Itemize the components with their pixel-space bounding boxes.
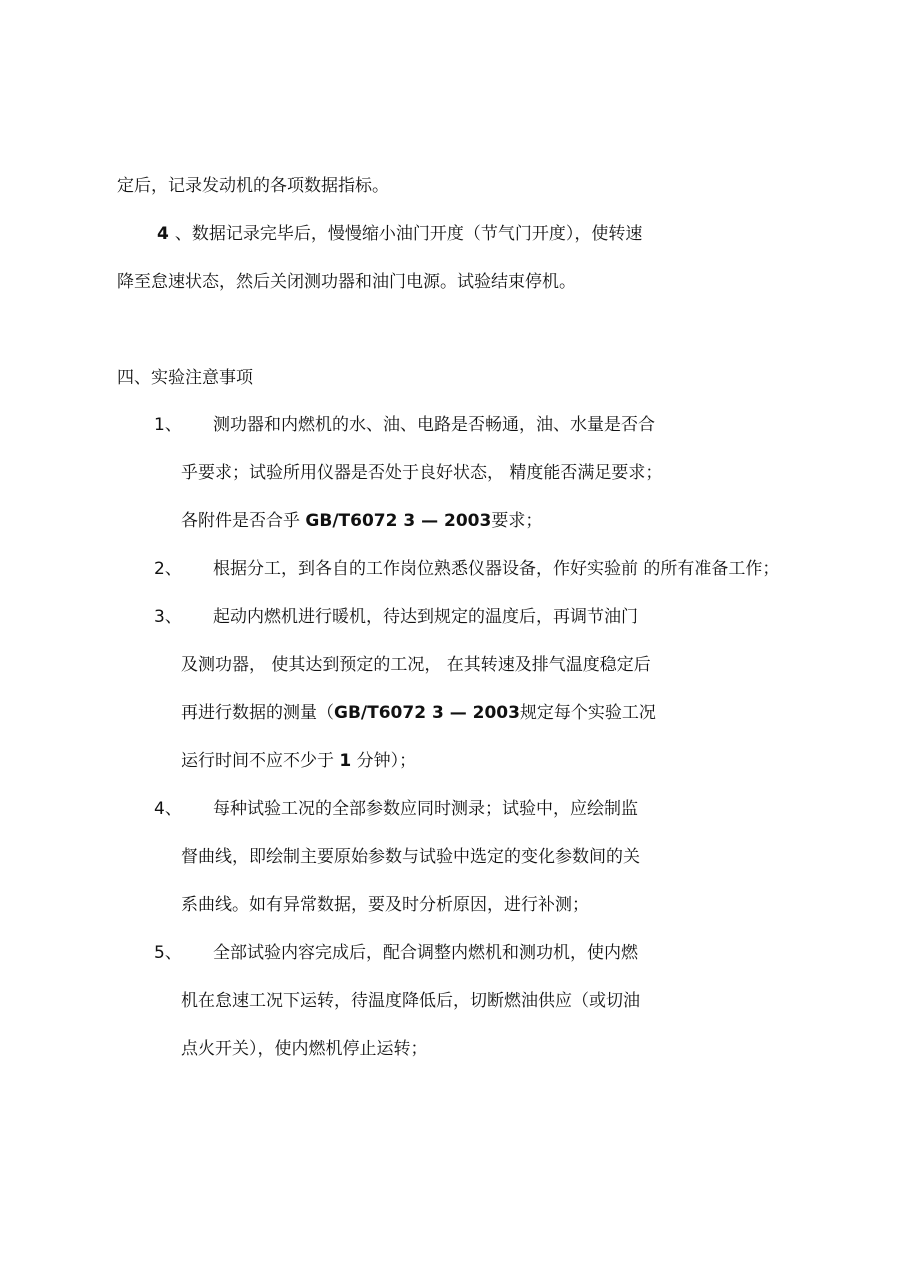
paragraph-line: 定后，记录发动机的各项数据指标。	[117, 176, 389, 196]
step-text: 、数据记录完毕后，慢慢缩小油门开度（节气门开度），使转速	[174, 224, 643, 244]
paragraph-line: 降至怠速状态，然后关闭测功器和油门电源。试验结束停机。	[117, 272, 576, 292]
item-3-line-4	[181, 749, 416, 773]
item-5-line-1: 全部试验内容完成后，配合调整内燃机和测功机，使内燃	[213, 943, 638, 963]
item-4-line-2: 督曲线，即绘制主要原始参数与试验中选定的变化参数间的关	[181, 847, 640, 867]
standard-code: GB/T6072 3 — 2003	[334, 703, 520, 723]
text-prefix: 各附件是否合乎	[181, 511, 306, 531]
text-suffix: 要求；	[491, 511, 543, 531]
item-3-line-1: 起动内燃机进行暖机，待达到规定的温度后，再调节油门	[213, 607, 638, 627]
item-number-5: 5、	[154, 943, 182, 963]
item-3-line-3	[181, 701, 656, 725]
standard-code: GB/T6072 3 — 2003	[305, 511, 492, 531]
section-title: 四、实验注意事项	[117, 368, 253, 388]
item-4-line-1: 每种试验工况的全部参数应同时测录；试验中，应绘制监	[213, 799, 638, 819]
item-number-1: 1、	[154, 415, 182, 435]
step-number: 4	[157, 224, 169, 244]
item-4-line-3: 系曲线。如有异常数据，要及时分析原因，进行补测；	[181, 895, 589, 915]
text-suffix: 分钟）；	[351, 751, 417, 771]
item-number-3: 3、	[154, 607, 182, 627]
item-3-line-2: 及测功器， 使其达到预定的工况， 在其转速及排气温度稳定后	[181, 655, 651, 675]
item-1-line-1: 测功器和内燃机的水、油、电路是否畅通，油、水量是否合	[213, 415, 655, 435]
duration-number: 1	[339, 751, 352, 771]
text-prefix: 再进行数据的测量（	[181, 703, 334, 723]
item-number-2: 2、	[154, 559, 182, 579]
item-1-line-3	[181, 509, 542, 533]
text-suffix: 规定每个实验工况	[519, 703, 656, 723]
text-prefix: 运行时间不应不少于	[181, 751, 340, 771]
item-2-line-1: 根据分工，到各自的工作岗位熟悉仪器设备，作好实验前 的所有准备工作；	[213, 559, 780, 579]
item-number-4: 4、	[154, 799, 182, 819]
item-5-line-2: 机在怠速工况下运转，待温度降低后，切断燃油供应（或切油	[181, 991, 640, 1011]
step-4-line	[157, 222, 642, 246]
item-1-line-2: 乎要求；试验所用仪器是否处于良好状态， 精度能否满足要求；	[181, 463, 663, 483]
item-5-line-3: 点火开关），使内燃机停止运转；	[181, 1039, 428, 1059]
